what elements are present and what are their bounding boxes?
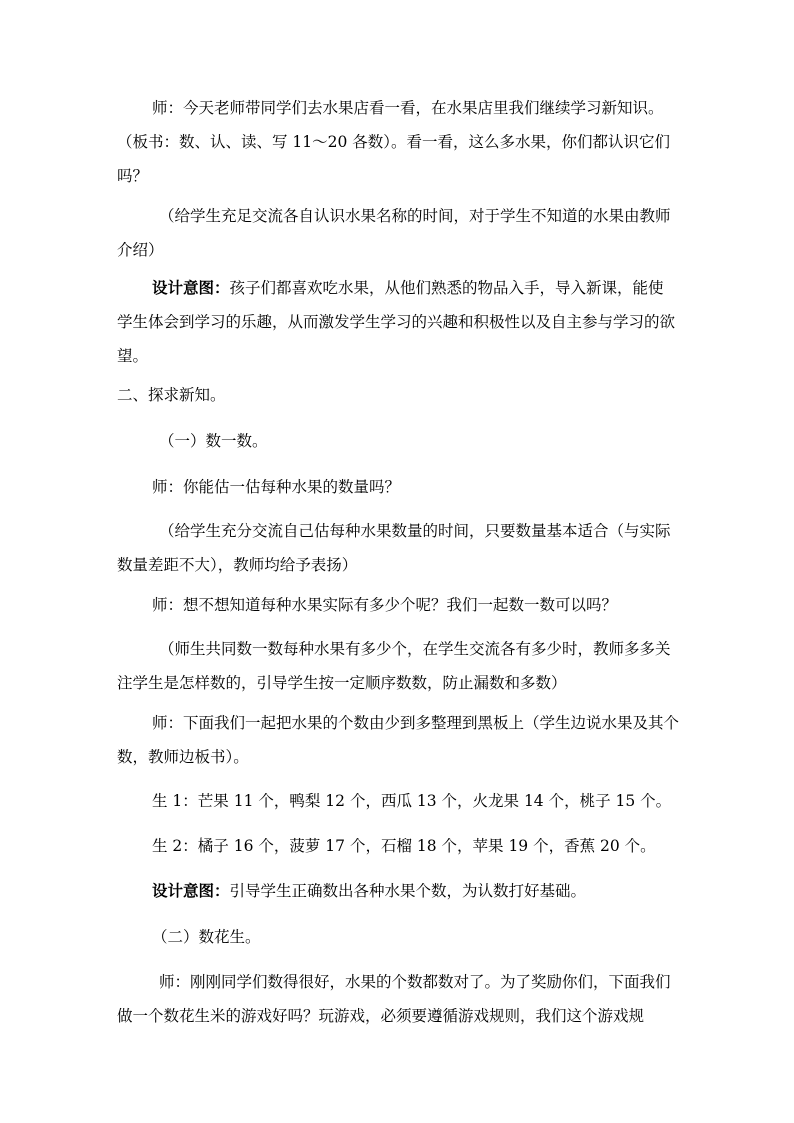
design-intent-text: 孩子们都喜欢吃水果，从他们熟悉的物品入手，导入新课，能使学生体会到学习的乐趣，从而激发学生学习的兴趣和积极性以及自主参与学习的欲望。 [117, 279, 676, 365]
paragraph-note-counting: （师生共同数一数每种水果有多少个，在学生交流各有多少时，教师多多关注学生是怎样数的，引导学生按一定顺序数数，防止漏数和多数） [117, 640, 671, 692]
design-intent-text: 引导学生正确数出各种水果个数，为认数打好基础。 [229, 882, 587, 900]
paragraph-note-estimate: （给学生充分交流自己估每种水果数量的时间，只要数量基本适合（与实际数量差距不大），教师均给予表扬） [117, 522, 671, 574]
paragraph-design-intent-2 [117, 874, 679, 908]
paragraph-design-intent-1 [117, 271, 679, 373]
paragraph-teacher-peanut-game: 师：刚刚同学们数得很好，水果的个数都数对了。为了奖励你们，下面我们做一个数花生米的游戏好吗？玩游戏，必须要遵循游戏规则，我们这个游戏规 [117, 973, 671, 1025]
design-intent-label: 设计意图： [152, 881, 230, 900]
paragraph-teacher-board: 师：下面我们一起把水果的个数由少到多整理到黑板上（学生边说水果及其个数，教师边板书）。 [117, 714, 680, 766]
paragraph-student-1: 生 1：芒果 11 个，鸭梨 12 个，西瓜 13 个，火龙果 14 个，桃子 15 个。 [152, 792, 672, 810]
subsection-heading-peanuts: （二）数花生。 [152, 928, 261, 946]
paragraph-note-fruit-names: （给学生充足交流各自认识水果名称的时间，对于学生不知道的水果由教师介绍） [117, 207, 671, 259]
paragraph-teacher-intro: 师：今天老师带同学们去水果店看一看，在水果店里我们继续学习新知识。（板书：数、认、读、写 11～20 各数）。看一看，这么多水果，你们都认识它们吗？ [117, 99, 671, 185]
design-intent-label: 设计意图： [152, 278, 230, 297]
subsection-heading-count: （一）数一数。 [159, 432, 268, 450]
paragraph-student-2: 生 2：橘子 16 个，菠萝 17 个，石榴 18 个，苹果 19 个，香蕉 20 个。 [152, 837, 656, 855]
section-heading-explore: 二、探求新知。 [117, 386, 226, 404]
paragraph-teacher-count-together: 师：想不想知道每种水果实际有多少个呢？我们一起数一数可以吗？ [152, 596, 618, 614]
paragraph-teacher-estimate: 师：你能估一估每种水果的数量吗？ [152, 478, 401, 496]
